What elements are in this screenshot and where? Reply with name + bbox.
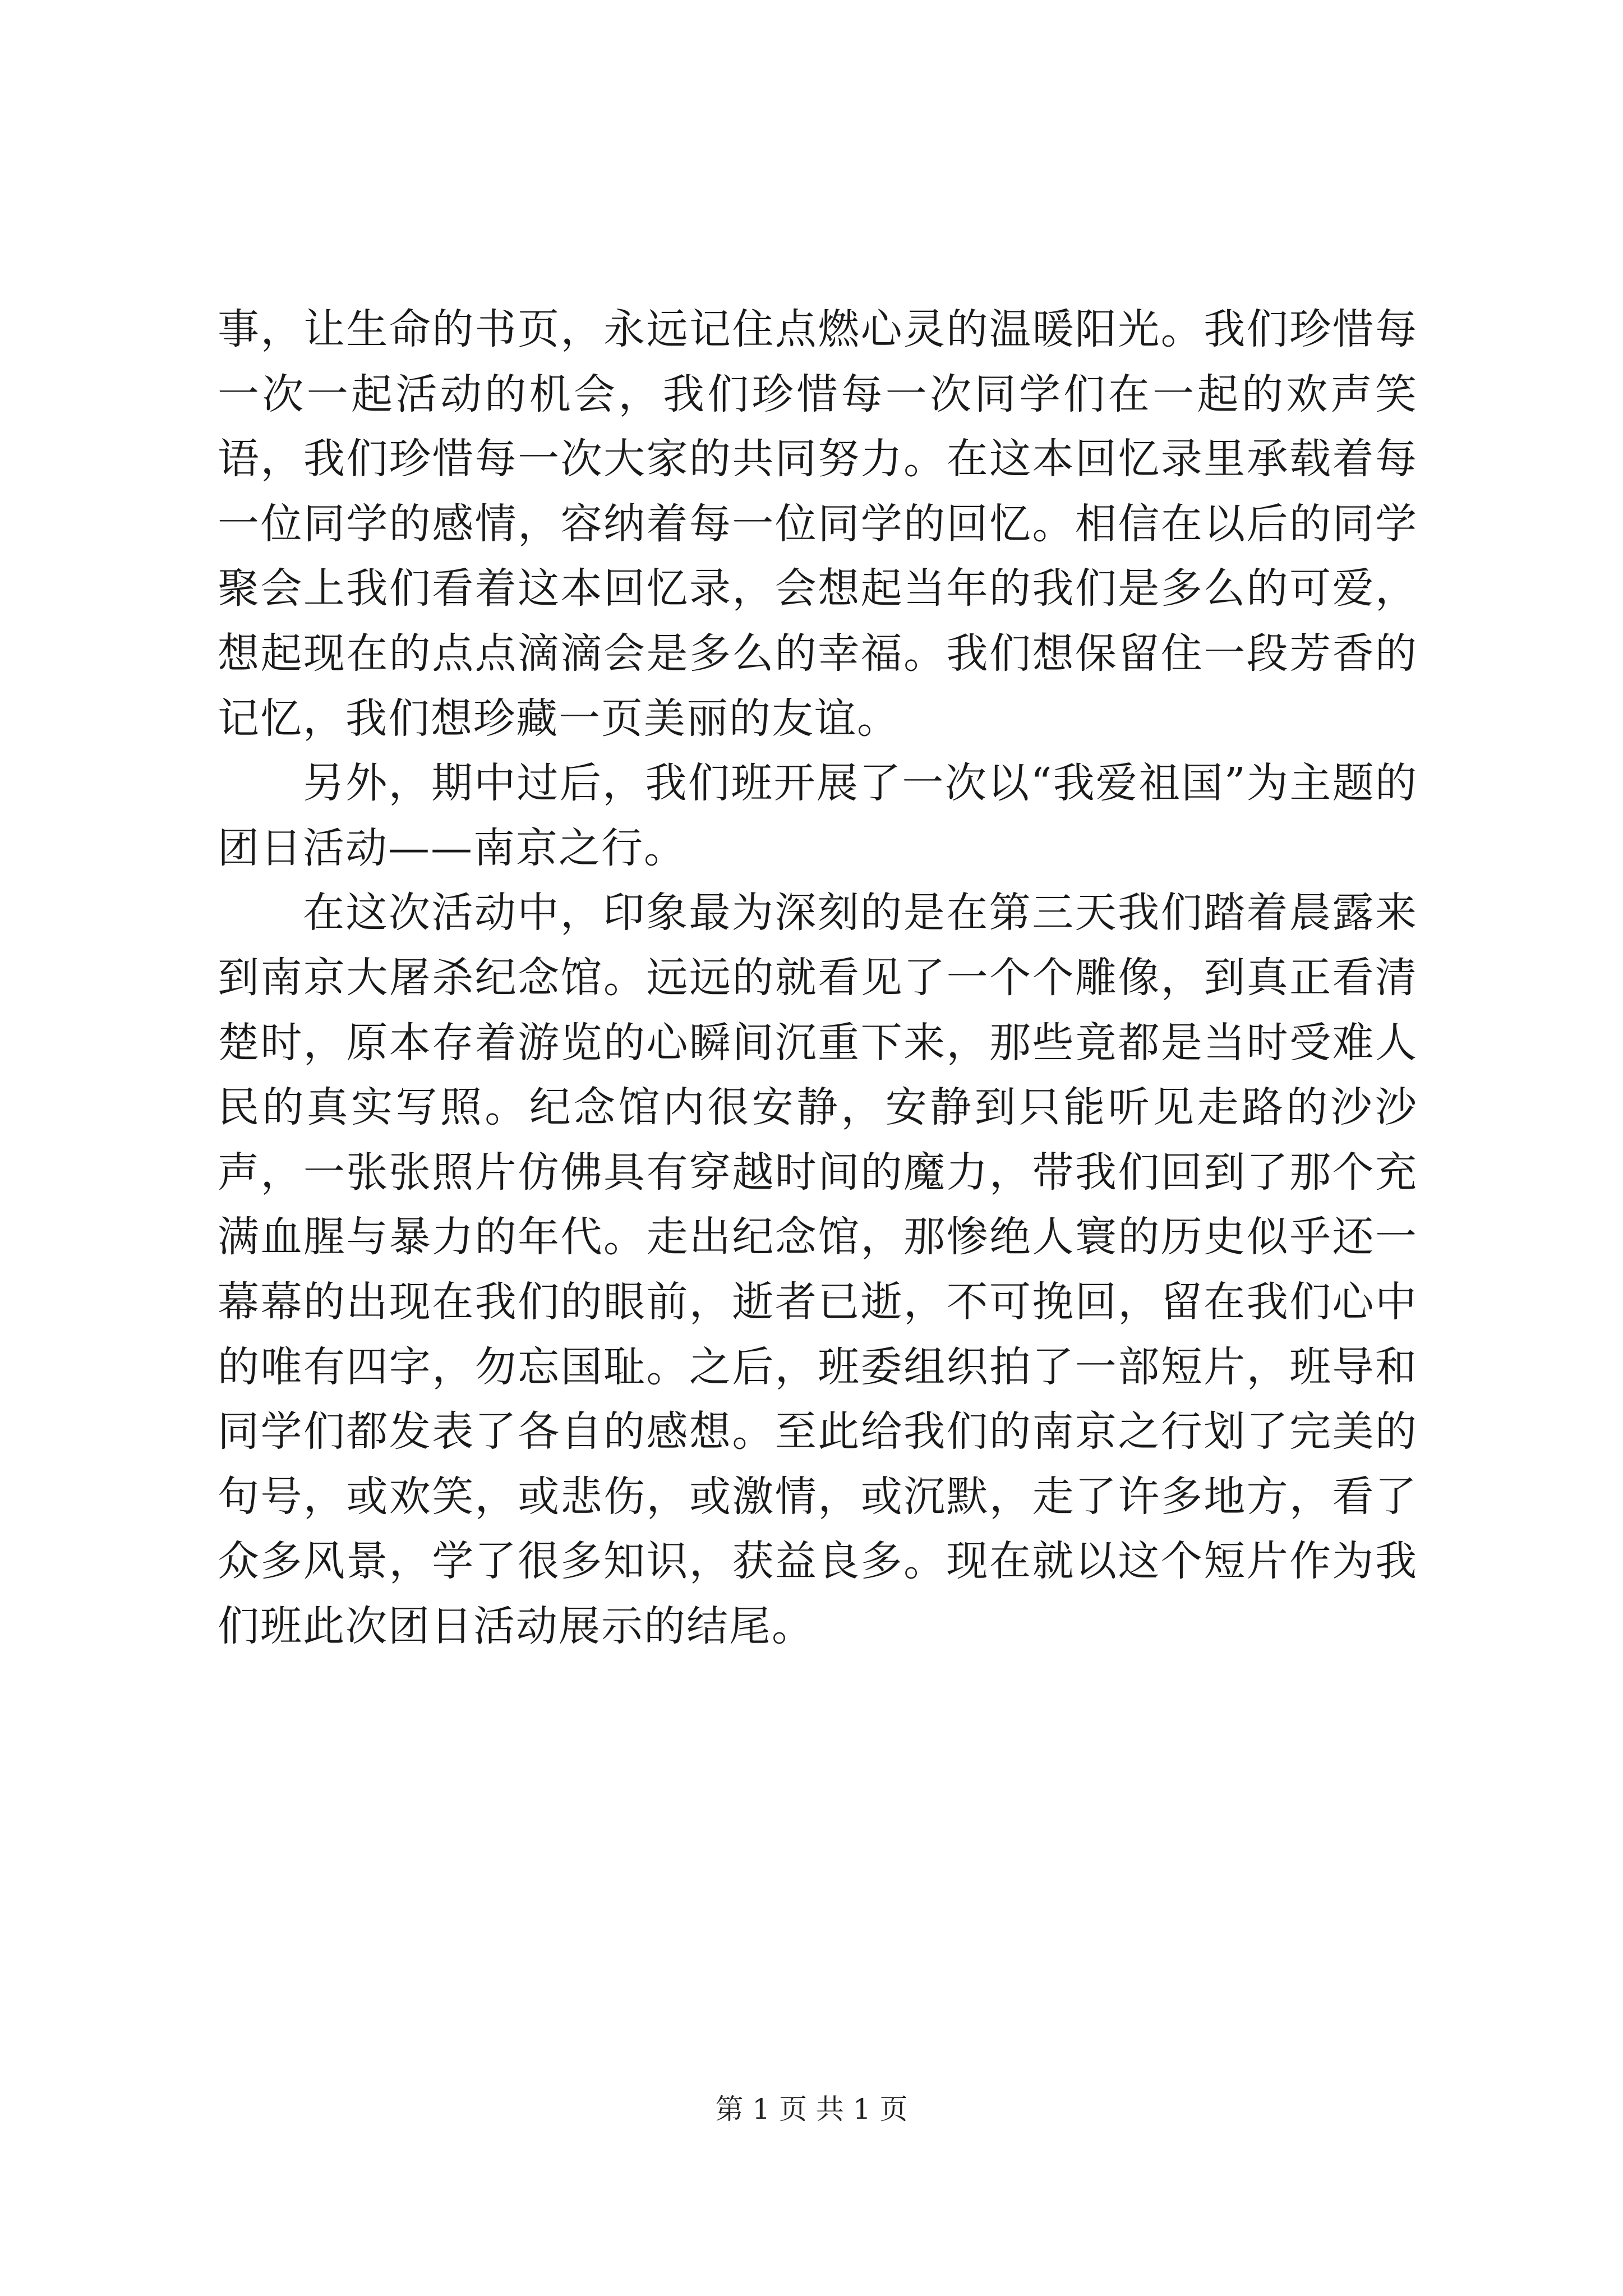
paragraph-continuation: 事，让生命的书页，永远记住点燃心灵的温暖阳光。我们珍惜每一次一起活动的机会，我们珍惜每一次同学们在一起的欢声笑语，我们珍惜每一次大家的共同努力。在这本回忆录里承载着每一位同学的感情，容纳着每一位同学的回忆。相信在以后的同学聚会上我们看着这本回忆录，会想起当年的我们是多么的可爱，想起现在的点点滴滴会是多么的幸福。我们想保留住一段芳香的记忆，我们想珍藏一页美丽的友谊。: [218, 305, 1418, 743]
paragraph-nanjing-trip: 在这次活动中，印象最为深刻的是在第三天我们踏着晨露来到南京大屠杀纪念馆。远远的就看见了一个个雕像，到真正看清楚时，原本存着游览的心瞬间沉重下来，那些竟都是当时受难人民的真实写照。纪念馆内很安静，安静到只能听见走路的沙沙声，一张张照片仿佛具有穿越时间的魔力，带我们回到了那个充满血腥与暴力的年代。走出纪念馆，那惨绝人寰的历史似乎还一幕幕的出现在我们的眼前，逝者已逝，不可挽回，留在我们心中的唯有四字，勿忘国耻。之后，班委组织拍了一部短片，班导和同学们都发表了各自的感想。至此给我们的南京之行划了完美的句号，或欢笑，或悲伤，或激情，或沉默，走了许多地方，看了众多风景，学了很多知识，获益良多。现在就以这个短片作为我们班此次团日活动展示的结尾。: [218, 889, 1418, 1650]
document-body: [218, 297, 1418, 1659]
page-footer: 第 1 页 共 1 页: [715, 2093, 908, 2125]
paragraph-activity-intro: 另外，期中过后，我们班开展了一次以“我爱祖国”为主题的团日活动——南京之行。: [218, 759, 1418, 872]
